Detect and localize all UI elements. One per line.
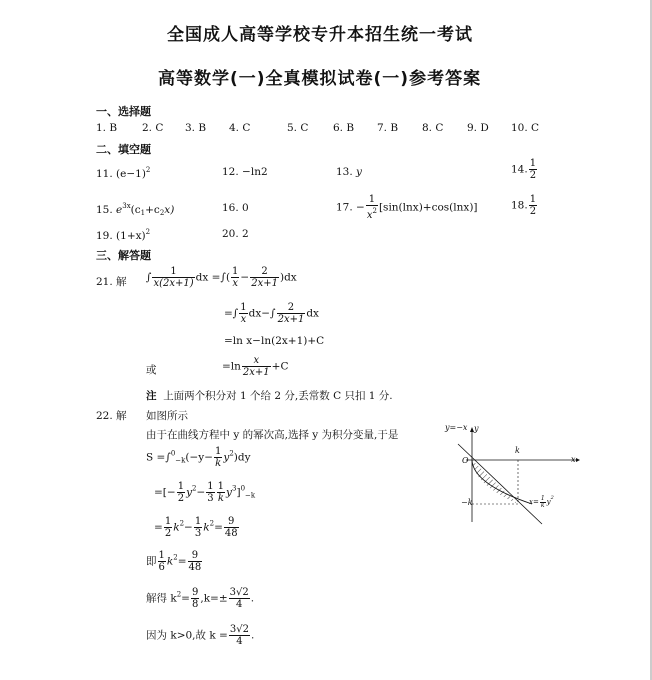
q22-line4: 即 $\frac{1}{6}$ $k^2=$ $\frac{9}{48}$ <box>146 550 202 573</box>
line-y-eq-neg-x <box>458 444 542 524</box>
q22-line2: =[− $\frac{1}{2}$ $y^2-$ $\frac{1}{3}$ $\frac{1}{k}$ $y^3]^0_{-k}$ <box>154 481 256 504</box>
choice-answer-5: 5. C <box>287 122 309 134</box>
fill-answer-20: 20. 2 <box>222 228 249 240</box>
choice-answer-7: 7. B <box>377 122 399 134</box>
parabola-curve <box>472 460 532 504</box>
document-subtitle: 高等数学(一)全真模拟试卷(一)参考答案 <box>158 69 482 89</box>
q22-label: 22. 解 <box>96 410 127 422</box>
q22-fig-ref: 如图所示 <box>146 410 188 422</box>
choice-answer-1: 1. B <box>96 122 118 134</box>
q21-line3: =ln x−ln(2x+1)+C <box>224 335 325 347</box>
choice-answer-4: 4. C <box>229 122 251 134</box>
q21-label: 21. 解 <box>96 276 127 288</box>
q22-line3: = $\frac{1}{2}$ $k^2-$ $\frac{1}{3}$ $k^2=$ $\frac{9}{48}$ <box>154 516 238 539</box>
q21-line1: ∫ $\frac{1}{x(2x+1)}$ dx =∫( $\frac{1}{x}$ − $\frac{2}{2x+1}$ )dx <box>146 266 297 289</box>
figure-label-y-axis: y <box>474 424 479 433</box>
area-figure <box>452 424 584 526</box>
section-solve-heading: 三、解答题 <box>96 249 151 262</box>
fill-answer-18: 18. $\frac{1}{2}$ <box>511 194 537 217</box>
fill-answer-11: 11. $(e-1)^2$ <box>96 166 151 180</box>
fill-answer-17: 17. − $\frac{1}{x^2}$ [sin(lnx)+cos(lnx)] <box>336 194 478 221</box>
fill-answer-12: 12. −ln2 <box>222 166 268 178</box>
fill-answer-15: 15. $e^{3x}(c_1+c_2x)$ <box>96 202 175 217</box>
q22-intro: 由于在曲线方程中 y 的幂次高,选择 y 为积分变量,于是 <box>146 429 399 441</box>
figure-label-y-eq-neg-x: y=−x <box>445 423 468 432</box>
q21-line2: =∫ $\frac{1}{x}$ dx−∫ $\frac{2}{2x+1}$ dx <box>224 302 319 325</box>
fill-answer-13: 13. y <box>336 166 362 178</box>
fill-answer-14: 14. $\frac{1}{2}$ <box>511 158 537 181</box>
choice-answer-2: 2. C <box>142 122 164 134</box>
q21-line4: =ln $\frac{x}{2x+1}$ +C <box>222 355 289 378</box>
q22-line6: 因为 k>0,故 k = $\frac{3√2}{4}$ . <box>146 624 255 647</box>
choice-answer-10: 10. C <box>511 122 540 134</box>
choice-answer-6: 6. B <box>333 122 355 134</box>
q22-line5: 解得 $k^2=$ $\frac{9}{8}$ ,k=± $\frac{3√2}{4}$ . <box>146 587 255 610</box>
choice-answer-8: 8. C <box>422 122 444 134</box>
document-title: 全国成人高等学校专升本招生统一考试 <box>167 25 473 45</box>
choice-answer-9: 9. D <box>467 122 489 134</box>
figure-label-k: k <box>515 446 520 455</box>
figure-label-neg-k: −k <box>461 498 473 507</box>
figure-label-x-axis: x <box>571 455 576 464</box>
figure-label-origin: O <box>462 456 469 465</box>
q21-note: 注 上面两个积分对 1 个给 2 分,丢常数 C 只扣 1 分. <box>146 390 393 402</box>
section-fill-heading: 二、填空题 <box>96 143 151 156</box>
fill-answer-19: 19. $(1+x)^2$ <box>96 228 151 242</box>
q21-or: 或 <box>146 364 157 376</box>
q22-line-s: S =∫$^0_{-k}$(−y− $\frac{1}{k}$ $y^2)dy$ <box>146 446 251 469</box>
figure-label-curve: x= $\frac{1}{k}$ $y^2$ <box>529 494 554 509</box>
section-choice-heading: 一、选择题 <box>96 105 151 118</box>
choice-answer-3: 3. B <box>185 122 207 134</box>
fill-answer-16: 16. 0 <box>222 202 249 214</box>
hatched-region <box>472 460 518 504</box>
